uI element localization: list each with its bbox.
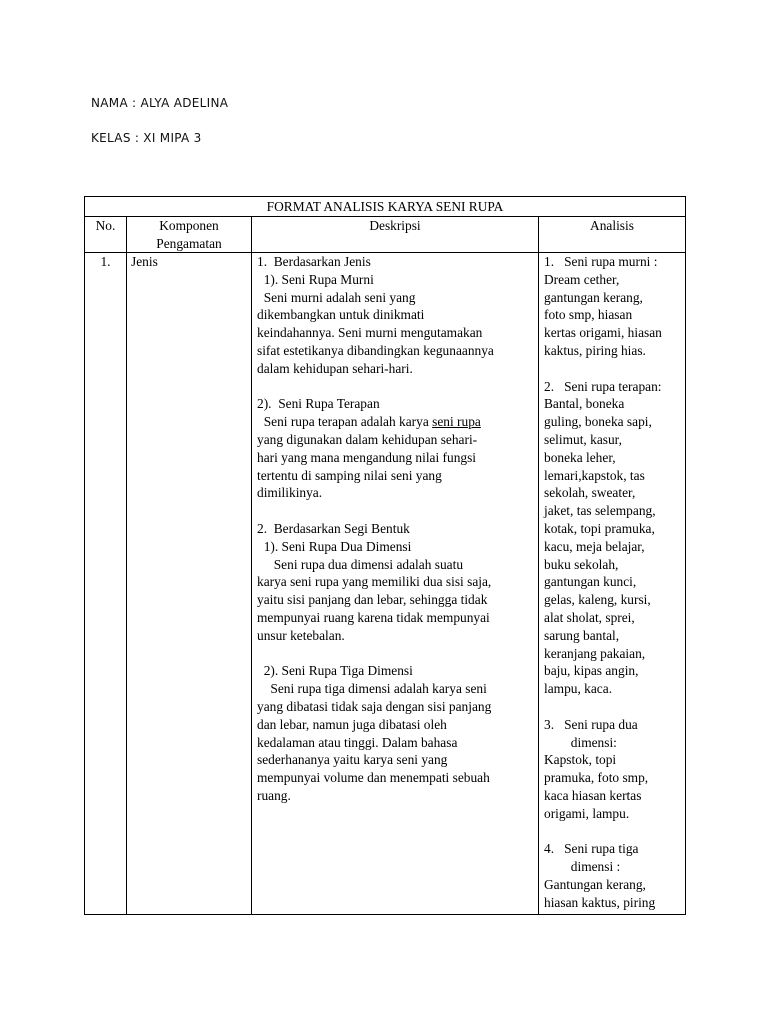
anal-line: Bantal, boneka — [544, 396, 625, 412]
blank-line — [257, 378, 535, 396]
column-divider — [126, 217, 127, 914]
analisis-cell — [544, 253, 684, 911]
desk-line: hari yang mana mengandung nilai fungsi — [257, 449, 477, 465]
anal-line: baju, kipas angin, — [544, 663, 639, 679]
desk-line: Seni rupa dua dimensi adalah suatu — [257, 556, 464, 572]
desk-line — [257, 413, 535, 431]
desk-text: Seni rupa terapan adalah karya — [257, 414, 433, 430]
column-header-komponen — [127, 217, 251, 252]
anal-line: foto smp, hiasan — [544, 307, 633, 323]
anal-line: selimut, kasur, — [544, 431, 622, 447]
column-header-deskripsi: Deskripsi — [369, 218, 421, 233]
column-header-analisis: Analisis — [590, 218, 634, 233]
anal-line: kaca hiasan kertas — [544, 787, 642, 803]
desk-line: ruang. — [257, 787, 291, 803]
desk-line: keindahannya. Seni murni mengutamakan — [257, 325, 483, 341]
blank-line — [257, 645, 535, 663]
anal-line: dimensi : — [544, 859, 621, 875]
anal-line: buku sekolah, — [544, 556, 619, 572]
desk-line: mempunyai ruang karena tidak mempunyai — [257, 609, 490, 625]
desk-line: 2. Berdasarkan Segi Bentuk — [257, 520, 410, 536]
seni-rupa-link-text: seni rupa — [432, 414, 481, 430]
anal-line: kertas origami, hiasan — [544, 325, 662, 341]
anal-line: 3. Seni rupa dua — [544, 716, 638, 732]
desk-line: 2). Seni Rupa Tiga Dimensi — [257, 663, 413, 679]
analysis-table — [84, 196, 686, 915]
desk-line: yaitu sisi panjang dan lebar, sehingga tidak — [257, 592, 488, 608]
desk-line: kedalaman atau tinggi. Dalam bahasa — [257, 734, 458, 750]
column-header-komponen-line1: Komponen — [159, 218, 219, 233]
anal-line: kacu, meja belajar, — [544, 538, 645, 554]
table-title: FORMAT ANALISIS KARYA SENI RUPA — [85, 197, 685, 217]
anal-line: jaket, tas selempang, — [544, 503, 656, 519]
anal-line: Gantungan kerang, — [544, 876, 646, 892]
anal-line: 2. Seni rupa terapan: — [544, 378, 662, 394]
anal-line: origami, lampu. — [544, 805, 630, 821]
blank-line — [544, 698, 684, 716]
anal-line: kotak, topi pramuka, — [544, 520, 655, 536]
anal-line: gantungan kunci, — [544, 574, 637, 590]
desk-line: dalam kehidupan sehari-hari. — [257, 360, 413, 376]
desk-line: 1. Berdasarkan Jenis — [257, 254, 371, 269]
desk-line: sifat estetikanya dibandingkan kegunaannya — [257, 342, 494, 358]
column-header-no: No. — [95, 218, 116, 233]
desk-line: Seni murni adalah seni yang — [257, 289, 416, 305]
anal-line: dimensi: — [544, 734, 617, 750]
deskripsi-cell — [257, 253, 535, 805]
anal-line: lemari,kapstok, tas — [544, 467, 645, 483]
desk-line: sederhananya yaitu karya seni yang — [257, 752, 448, 768]
column-header-komponen-line2: Pengamatan — [156, 235, 222, 251]
desk-line: Seni rupa tiga dimensi adalah karya seni — [257, 681, 487, 697]
anal-line: 1. Seni rupa murni : — [544, 254, 658, 269]
anal-line: lampu, kaca. — [544, 681, 613, 697]
blank-line — [544, 360, 684, 378]
desk-line: 2). Seni Rupa Terapan — [257, 396, 380, 412]
anal-line: Kapstok, topi — [544, 752, 617, 768]
anal-line: pramuka, foto smp, — [544, 770, 649, 786]
desk-line: dikembangkan untuk dinikmati — [257, 307, 425, 323]
anal-line: boneka leher, — [544, 449, 616, 465]
desk-line: yang digunakan dalam kehidupan sehari- — [257, 431, 478, 447]
row-komponen: Jenis — [131, 254, 158, 269]
anal-line: Dream cether, — [544, 271, 620, 287]
desk-line: 1). Seni Rupa Dua Dimensi — [257, 538, 412, 554]
anal-line: 4. Seni rupa tiga — [544, 841, 639, 857]
column-divider — [251, 217, 252, 914]
anal-line: kaktus, piring hias. — [544, 342, 646, 358]
anal-line: keranjang pakaian, — [544, 645, 646, 661]
student-name: NAMA : ALYA ADELINA — [91, 96, 229, 110]
blank-line — [257, 502, 535, 520]
anal-line: hiasan kaktus, piring — [544, 894, 656, 910]
anal-line: sarung bantal, — [544, 627, 620, 643]
blank-line — [544, 823, 684, 841]
desk-line: tertentu di samping nilai seni yang — [257, 467, 442, 483]
student-class: KELAS : XI MIPA 3 — [91, 131, 202, 145]
anal-line: alat sholat, sprei, — [544, 609, 635, 625]
desk-line: dimilikinya. — [257, 485, 323, 501]
desk-line: 1). Seni Rupa Murni — [257, 271, 374, 287]
anal-line: gantungan kerang, — [544, 289, 643, 305]
anal-line: sekolah, sweater, — [544, 485, 636, 501]
desk-line: unsur ketebalan. — [257, 627, 345, 643]
column-divider — [538, 217, 539, 914]
desk-line: dan lebar, namun juga dibatasi oleh — [257, 716, 447, 732]
desk-line: karya seni rupa yang memiliki dua sisi saja, — [257, 574, 492, 590]
anal-line: guling, boneka sapi, — [544, 414, 652, 430]
anal-line: gelas, kaleng, kursi, — [544, 592, 651, 608]
row-number: 1. — [100, 254, 111, 269]
desk-line: mempunyai volume dan menempati sebuah — [257, 770, 490, 786]
desk-line: yang dibatasi tidak saja dengan sisi panjang — [257, 698, 492, 714]
